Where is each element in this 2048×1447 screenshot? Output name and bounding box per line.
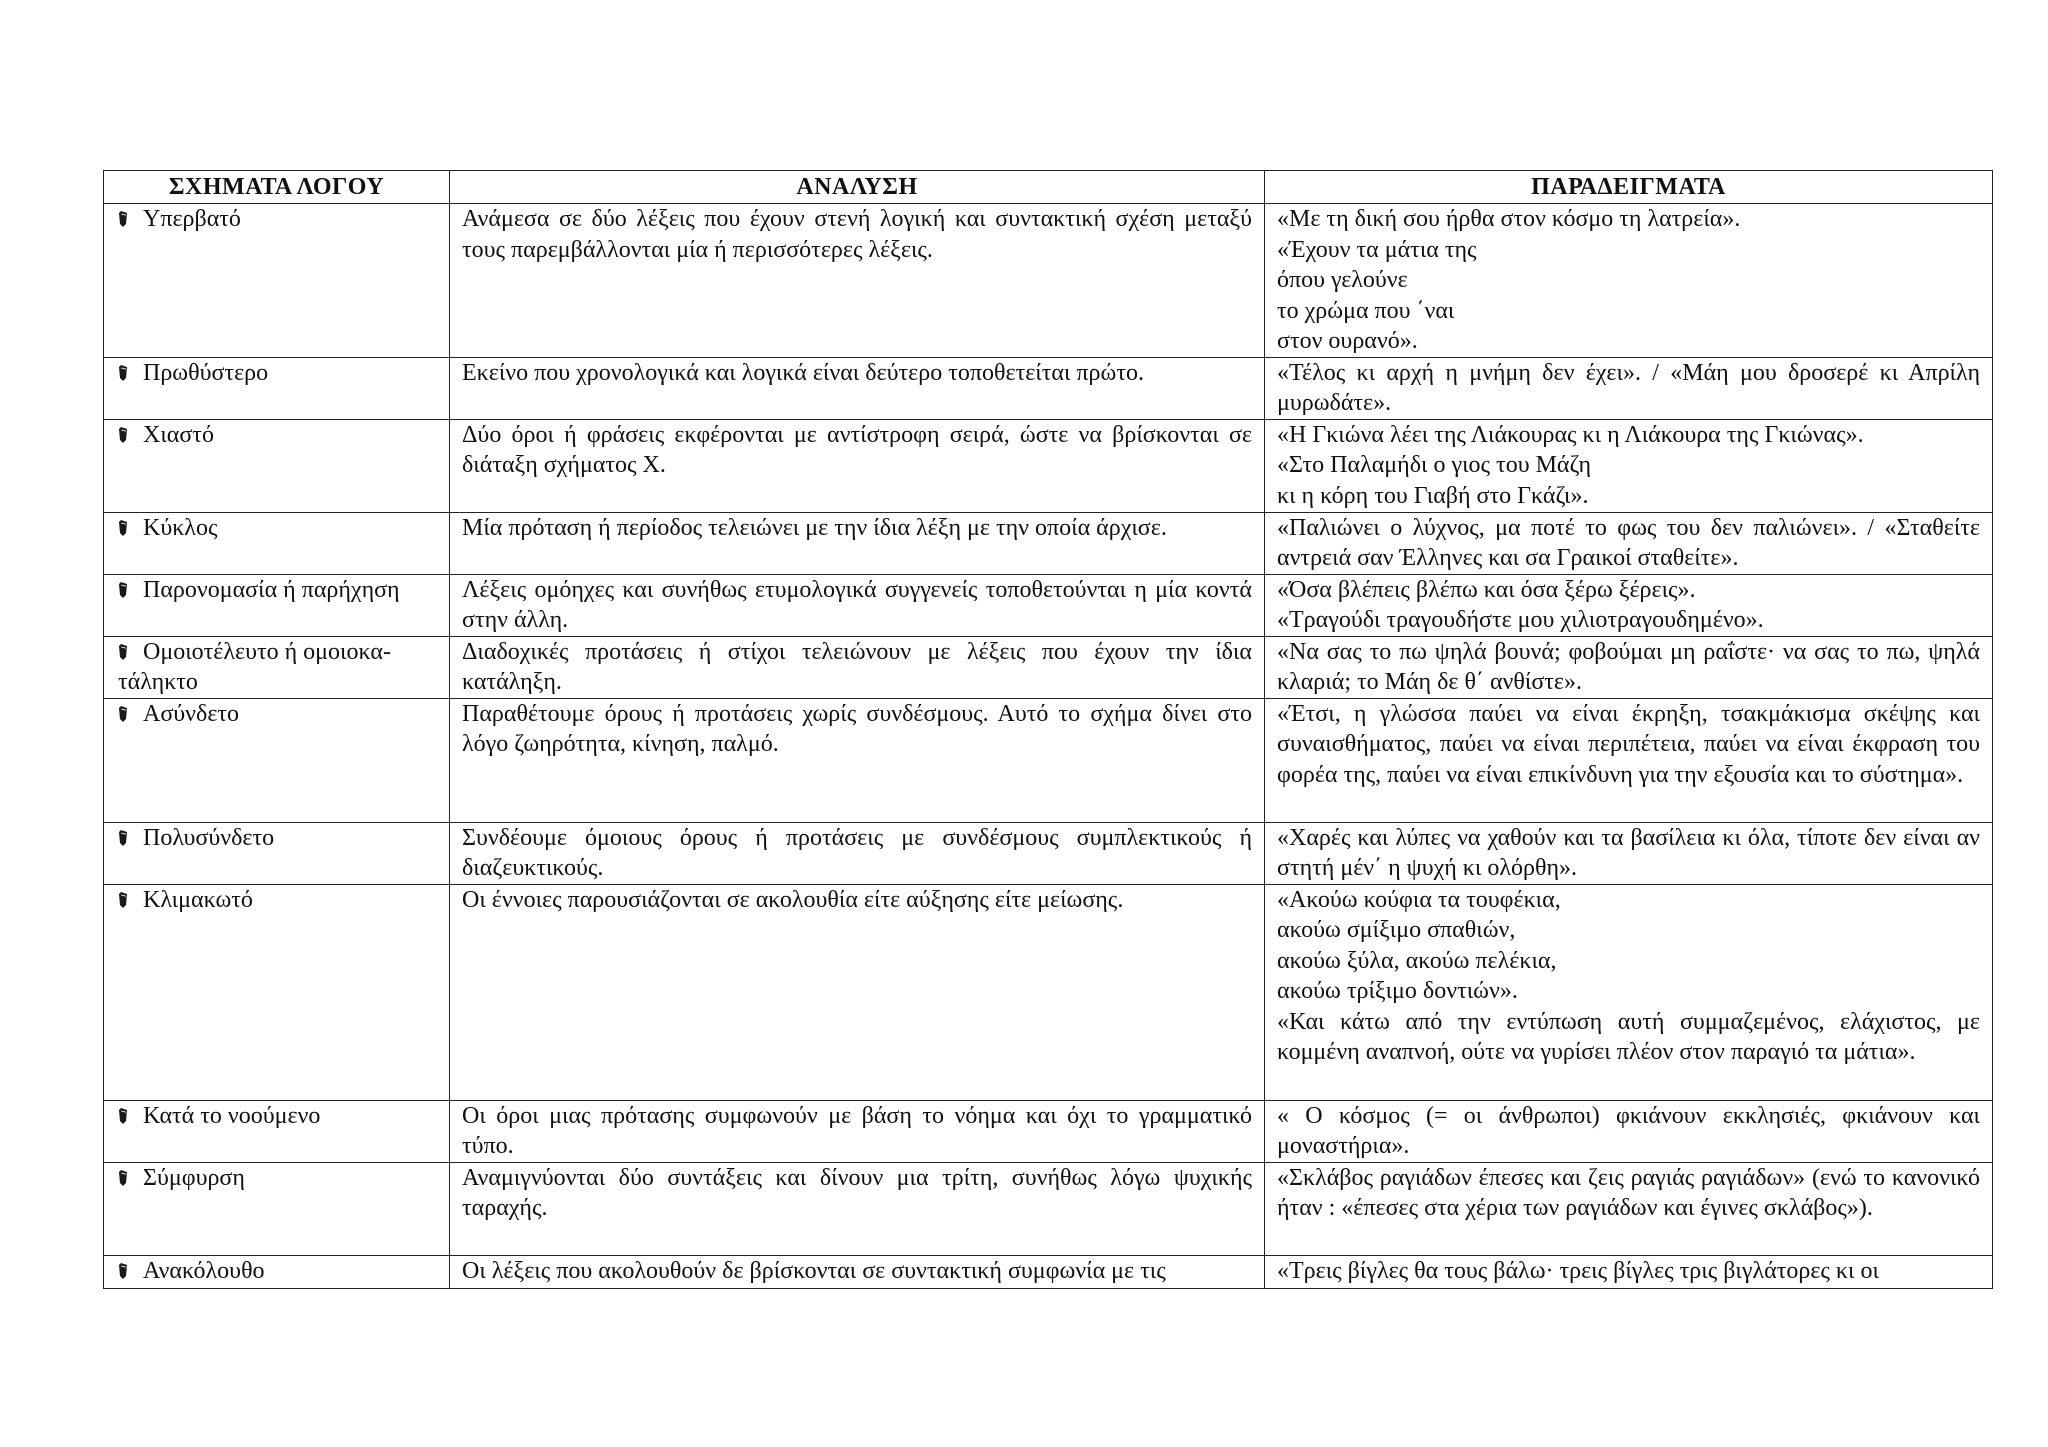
table-row: [104, 698, 1993, 822]
figure-term-cell: [104, 1100, 450, 1162]
table-row: [104, 204, 1993, 358]
analysis-cell: Οι λέξεις που ακολουθούν δε βρίσκονται σε συντακτική συμφωνία με τις: [450, 1255, 1265, 1288]
analysis-cell: Αναμιγνύονται δύο συντάξεις και δίνουν μια τρίτη, συνήθως λόγω ψυχικής ταραχής.: [450, 1162, 1265, 1255]
table-row: [104, 884, 1993, 1100]
pencil-bullet-icon: [118, 639, 129, 657]
example-line: «Τραγούδι τραγουδήστε μου χιλιοτραγουδημένο».: [1277, 607, 1764, 633]
analysis-cell: Οι όροι μιας πρότασης συμφωνούν με βάση το νόημα και όχι το γραμματικό τύπο.: [450, 1100, 1265, 1162]
examples-cell: [1265, 357, 1993, 419]
example-line: «Όσα βλέπεις βλέπω και όσα ξέρω ξέρεις».: [1277, 576, 1696, 603]
pencil-bullet-icon: [118, 1103, 129, 1121]
analysis-cell: Συνδέουμε όμοιους όρους ή προτάσεις με συνδέσμους συμπλεκτικούς ή διαζευκτικούς.: [450, 822, 1265, 884]
table-row: [104, 1162, 1993, 1255]
figure-term: Πρωθύστερο: [143, 359, 269, 386]
example-line: ακούω σμίξιμο σπαθιών,: [1277, 917, 1516, 943]
examples-cell: [1265, 884, 1993, 1100]
examples-cell: [1265, 1100, 1993, 1162]
table-row: [104, 822, 1993, 884]
figure-term: Ασύνδετο: [143, 700, 240, 727]
figure-term: Ανακόλουθο: [143, 1257, 265, 1284]
analysis-cell: Ανάμεσα σε δύο λέξεις που έχουν στενή λογική και συντακτική σχέση μεταξύ τους παρεμβάλλονται μία ή περισσότερες λέξεις.: [450, 204, 1265, 358]
analysis-cell: Δύο όροι ή φράσεις εκφέρονται με αντίστροφη σειρά, ώστε να βρίσκονται σε διάταξη σχήματος Χ.: [450, 419, 1265, 512]
figure-term: Χιαστό: [143, 421, 214, 448]
pencil-bullet-icon: [118, 701, 129, 719]
table-row: [104, 357, 1993, 419]
figure-term: Παρονομασία ή παρήχηση: [143, 576, 400, 603]
example-line: «Και κάτω από την εντύπωση αυτή συμμαζεμένος, ελάχιστος, με κομμένη αναπνοή, ούτε να γυρίσει πλέον στον παραγιό τα μάτια».: [1277, 1008, 1980, 1065]
pencil-bullet-icon: [118, 206, 129, 224]
figure-term: Πολυσύνδετο: [143, 824, 275, 851]
examples-cell: [1265, 512, 1993, 574]
analysis-cell: Μία πρόταση ή περίοδος τελειώνει με την ίδια λέξη με την οποία άρχισε.: [450, 512, 1265, 574]
figure-term-cell: [104, 1162, 450, 1255]
figure-term-cell: [104, 204, 450, 358]
header-examples: ΠΑΡΑΔΕΙΓΜΑΤΑ: [1265, 171, 1993, 204]
figure-term: Κλιμακωτό: [143, 886, 253, 913]
pencil-bullet-icon: [118, 1258, 129, 1276]
analysis-cell: Διαδοχικές προτάσεις ή στίχοι τελειώνουν με λέξεις που έχουν την ίδια κατάληξη.: [450, 636, 1265, 698]
example-line: «Σκλάβος ραγιάδων έπεσες και ζεις ραγιάς ραγιάδων» (ενώ το κανονικό ήταν : «έπεσες στα χέρια των ραγιάδων και έγινες σκλάβος»).: [1277, 1164, 1980, 1221]
header-figures: ΣΧΗΜΑΤΑ ΛΟΓΟΥ: [104, 171, 450, 204]
figure-term-cell: [104, 822, 450, 884]
table-row: [104, 1100, 1993, 1162]
pencil-bullet-icon: [118, 577, 129, 595]
figure-term-cell: [104, 884, 450, 1100]
analysis-cell: Παραθέτουμε όρους ή προτάσεις χωρίς συνδέσμους. Αυτό το σχήμα δίνει στο λόγο ζωηρότητα, κίνηση, παλμό.: [450, 698, 1265, 822]
figure-term-cell: [104, 419, 450, 512]
header-row: [104, 171, 1993, 204]
figure-term-cell: [104, 574, 450, 636]
example-line: «Παλιώνει ο λύχνος, μα ποτέ το φως του δεν παλιώνει». / «Σταθείτε αντρειά σαν Έλληνες και σα Γραικοί σταθείτε».: [1277, 514, 1980, 571]
example-line: κι η κόρη του Γιαβή στο Γκάζι».: [1277, 482, 1589, 509]
examples-cell: [1265, 419, 1993, 512]
pencil-bullet-icon: [118, 825, 129, 843]
figure-term: Ομοιοτέλευτο ή ομοιοκα-τάληκτο: [118, 638, 391, 695]
figure-term-cell: [104, 1255, 450, 1288]
example-line: «Χαρές και λύπες να χαθούν και τα βασίλεια κι όλα, τίποτε δεν είναι αν στητή μέν΄ η ψυχή κι ολόρθη».: [1277, 824, 1980, 881]
figure-term: Υπερβατό: [143, 206, 241, 232]
analysis-cell: Λέξεις ομόηχες και συνήθως ετυμολογικά συγγενείς τοποθετούνται η μία κοντά στην άλλη.: [450, 574, 1265, 636]
examples-cell: [1265, 1162, 1993, 1255]
example-line: «Τρεις βίγλες θα τους βάλω· τρεις βίγλες τρις βιγλάτορες κι οι: [1277, 1257, 1879, 1284]
figure-term-cell: [104, 636, 450, 698]
figure-term-cell: [104, 357, 450, 419]
example-line: «Η Γκιώνα λέει της Λιάκουρας κι η Λιάκουρα της Γκιώνας».: [1277, 421, 1864, 448]
figure-term: Κύκλος: [143, 514, 218, 541]
figure-term: Σύμφυρση: [143, 1164, 245, 1191]
example-line: «Ακούω κούφια τα τουφέκια,: [1277, 886, 1561, 913]
example-line: «Με τη δική σου ήρθα στον κόσμο τη λατρεία».: [1277, 206, 1741, 232]
example-line: «Τέλος κι αρχή η μνήμη δεν έχει». / «Μάη μου δροσερέ κι Απρίλη μυρωδάτε».: [1277, 359, 1980, 416]
examples-cell: [1265, 636, 1993, 698]
example-line: ακούω τρίξιμο δοντιών».: [1277, 978, 1518, 1004]
header-analysis: ΑΝΑΛΥΣΗ: [450, 171, 1265, 204]
examples-cell: [1265, 574, 1993, 636]
analysis-cell: Εκείνο που χρονολογικά και λογικά είναι δεύτερο τοποθετείται πρώτο.: [450, 357, 1265, 419]
table-row: [104, 419, 1993, 512]
figure-term-cell: [104, 698, 450, 822]
pencil-bullet-icon: [118, 422, 129, 440]
pencil-bullet-icon: [118, 1165, 129, 1183]
example-line: στον ουρανό».: [1277, 328, 1418, 354]
pencil-bullet-icon: [118, 887, 129, 905]
example-line: όπου γελούνε: [1277, 267, 1408, 293]
analysis-cell: Οι έννοιες παρουσιάζονται σε ακολουθία είτε αύξησης είτε μείωσης.: [450, 884, 1265, 1100]
figure-term-cell: [104, 512, 450, 574]
pencil-bullet-icon: [118, 360, 129, 378]
examples-cell: [1265, 204, 1993, 358]
table-row: [104, 512, 1993, 574]
table-row: [104, 574, 1993, 636]
table-row: [104, 1255, 1993, 1288]
example-line: «Έτσι, η γλώσσα παύει να είναι έκρηξη, τσακμάκισμα σκέψης και συναισθήματος, παύει να είναι περιπέτεια, παύει να είναι έκφραση του φορέα της, παύει να είναι επικίνδυνη για την εξουσία και το σύστημα».: [1277, 700, 1980, 788]
example-line: το χρώμα που ΄ναι: [1277, 297, 1455, 324]
examples-cell: [1265, 698, 1993, 822]
examples-cell: [1265, 822, 1993, 884]
figures-of-speech-table: [103, 170, 1993, 1289]
example-line: «Να σας το πω ψηλά βουνά; φοβούμαι μη ραΐστε· να σας το πω, ψηλά κλαριά; το Μάη δε θ΄ ανθίστε».: [1277, 638, 1980, 695]
examples-cell: [1265, 1255, 1993, 1288]
pencil-bullet-icon: [118, 515, 129, 533]
figure-term: Κατά το νοούμενο: [143, 1102, 321, 1129]
table-body: [104, 204, 1993, 1289]
example-line: «Στο Παλαμήδι ο γιος του Μάζη: [1277, 452, 1592, 478]
example-line: « Ο κόσμος (= οι άνθρωποι) φκιάνουν εκκλησιές, φκιάνουν και μοναστήρια».: [1277, 1102, 1980, 1159]
table-row: [104, 636, 1993, 698]
example-line: «Έχουν τα μάτια της: [1277, 236, 1477, 263]
example-line: ακούω ξύλα, ακούω πελέκια,: [1277, 947, 1557, 974]
